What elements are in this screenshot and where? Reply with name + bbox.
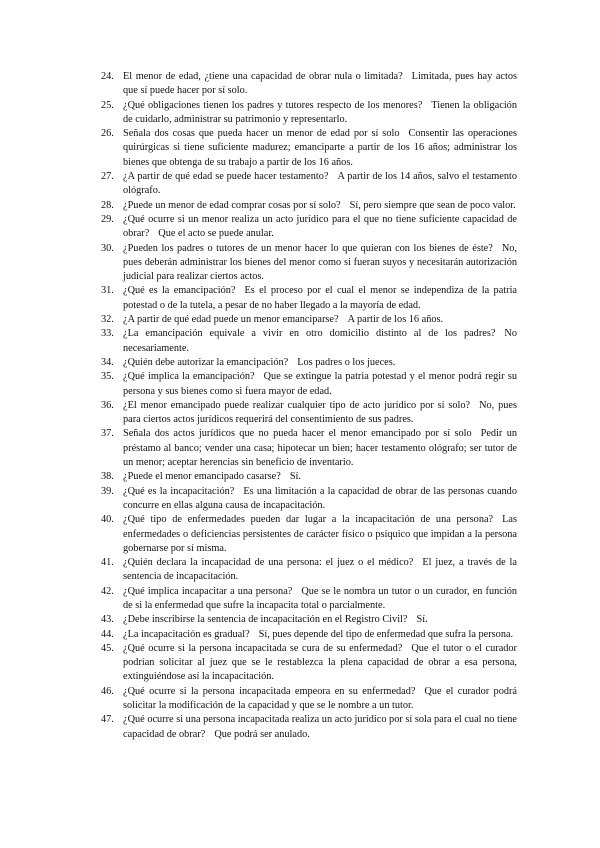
question-text: ¿La emancipación equivale a vivir en otro domicilio distinto al de los padres? <box>123 328 496 340</box>
question-number: 37. <box>101 428 114 440</box>
question-text: ¿Qué ocurre si un menor realiza un acto jurídico para el que no tiene suficiente capacidad de obrar? <box>123 213 517 240</box>
answer-text: Que el curador podrá solicitar la modificación de la capacidad y que se le nombre a un tutor. <box>123 685 517 712</box>
answer-text: No, pues para ciertos actos jurídicos requerirá del consentimiento de sus padres. <box>123 399 517 426</box>
question-item <box>101 556 517 585</box>
question-text: ¿Quién declara la incapacidad de una persona: el juez o el médico? <box>123 557 414 569</box>
question-item <box>101 585 517 614</box>
question-item <box>101 327 517 356</box>
answer-text: Que el tutor o el curador podrían solicitar al juez que se le restablezca la plena capacidad de obrar a esa persona, extinguiéndose así la incapacitación. <box>123 642 517 683</box>
question-number: 44. <box>101 628 114 640</box>
question-text: ¿Qué implica incapacitar a una persona? <box>123 585 293 597</box>
question-item <box>101 170 517 199</box>
question-item <box>101 127 517 170</box>
answer-text: Limitada, pues hay actos que sí puede hacer por sí solo. <box>123 71 517 97</box>
question-text: ¿El menor emancipado puede realizar cualquier tipo de acto jurídico por sí solo? <box>123 399 471 411</box>
question-item <box>101 470 517 484</box>
answer-text: Que se extingue la patria potestad y el menor podrá regir su persona y sus bienes como si fuera mayor de edad. <box>123 371 517 397</box>
answer-text: Sí. <box>416 614 428 626</box>
answer-text: No necesariamente. <box>123 328 517 354</box>
question-text: ¿Qué ocurre si la persona incapacitada empeora en su enfermedad? <box>123 685 416 697</box>
question-text: ¿Pueden los padres o tutores de un menor hacer lo que quieran con los bienes de éste? <box>123 242 493 254</box>
question-text: ¿Qué es la incapacitación? <box>123 485 235 497</box>
question-answer-list <box>101 70 517 742</box>
answer-text: Consentir las operaciones quirúrgicas si tiene suficiente madurez; emanciparte a partir de los 16 años; administrar los bienes que obtenga de su trabajo a partir de los 16 años. <box>123 128 517 168</box>
question-number: 27. <box>101 171 114 183</box>
question-item <box>101 284 517 313</box>
question-item <box>101 628 517 642</box>
question-number: 25. <box>101 99 114 111</box>
answer-text: A partir de los 16 años. <box>347 314 444 326</box>
question-number: 30. <box>101 242 114 254</box>
question-number: 34. <box>101 356 114 368</box>
question-number: 29. <box>101 213 114 225</box>
question-number: 42. <box>101 585 114 597</box>
question-number: 46. <box>101 685 114 697</box>
question-item <box>101 242 517 285</box>
answer-text: Tienen la obligación de cuidarlo, administrar su patrimonio y representarlo. <box>123 99 517 125</box>
answer-text: Sí. <box>289 471 301 483</box>
question-number: 26. <box>101 128 114 140</box>
question-text: ¿A partir de qué edad puede un menor emanciparse? <box>123 314 339 326</box>
question-number: 32. <box>101 314 114 326</box>
question-text: ¿Qué tipo de enfermedades pueden dar lugar a la incapacitación de una persona? <box>123 514 494 526</box>
question-item <box>101 70 517 99</box>
question-text: ¿Qué obligaciones tienen los padres y tutores respecto de los menores? <box>123 99 423 111</box>
question-number: 35. <box>101 371 114 383</box>
question-number: 28. <box>101 199 114 211</box>
answer-text: Que se le nombra un tutor o un curador, en función de si la enfermedad que sufre la incapacita total o parcialmente. <box>123 585 518 611</box>
question-text: ¿Puede el menor emancipado casarse? <box>123 471 281 483</box>
question-number: 38. <box>101 471 114 483</box>
question-item <box>101 199 517 213</box>
question-item <box>101 613 517 627</box>
question-number: 24. <box>101 71 114 82</box>
answer-text: Que podrá ser anulado. <box>214 728 310 740</box>
question-number: 33. <box>101 328 114 340</box>
answer-text: Es el proceso por el cual el menor se independiza de la patria potestad o de la tutela, a pesar de no haber llegado a la mayoría de edad. <box>123 285 517 311</box>
answer-text: El juez, a través de la sentencia de incapacitación. <box>123 557 517 583</box>
question-item <box>101 713 517 742</box>
answer-text: Pedir un préstamo al banco; vender una casa; hipotecar un bien; hacer testamento ológrafo; ser tutor de un menor; aceptar herencias sin beneficio de inventario. <box>123 428 517 469</box>
question-number: 31. <box>101 285 114 297</box>
question-text: ¿Qué ocurre si una persona incapacitada realiza un acto jurídico por sí sola para el cual no tiene capacidad de obrar? <box>123 714 517 740</box>
question-text: ¿Qué es la emancipación? <box>123 285 236 297</box>
question-item <box>101 513 517 556</box>
question-text: ¿Debe inscribirse la sentencia de incapacitación en el Registro Civil? <box>123 614 408 626</box>
question-item <box>101 313 517 327</box>
question-text: ¿Qué implica la emancipación? <box>123 371 255 383</box>
answer-text: No, pues deberán administrar los bienes del menor como si fueran suyos y necesitarán autorización judicial para realizar ciertos actos. <box>123 242 517 283</box>
question-text: El menor de edad, ¿tiene una capacidad de obrar nula o limitada? <box>123 71 403 82</box>
question-item <box>101 356 517 370</box>
answer-text: Que el acto se puede anular. <box>158 228 274 240</box>
question-item <box>101 427 517 470</box>
question-number: 39. <box>101 485 114 497</box>
answer-text: A partir de los 14 años, salvo el testamento ológrafo. <box>123 171 517 197</box>
question-item <box>101 485 517 514</box>
question-item <box>101 685 517 714</box>
question-text: ¿Puede un menor de edad comprar cosas por sí solo? <box>123 199 341 211</box>
question-number: 43. <box>101 614 114 626</box>
question-text: ¿A partir de qué edad se puede hacer testamento? <box>123 171 329 183</box>
question-item <box>101 370 517 399</box>
question-text: ¿Quién debe autorizar la emancipación? <box>123 356 289 368</box>
question-item <box>101 213 517 242</box>
question-item <box>101 399 517 428</box>
question-number: 36. <box>101 399 114 411</box>
answer-text: Los padres o los jueces. <box>297 356 396 368</box>
answer-text: Sí, pues depende del tipo de enfermedad que sufra la persona. <box>258 628 514 640</box>
question-number: 47. <box>101 714 114 726</box>
answer-text: Es una limitación a la capacidad de obrar de las personas cuando concurre en ellas alguna causa de incapacitación. <box>123 485 517 511</box>
question-text: ¿La incapacitación es gradual? <box>123 628 250 640</box>
question-item <box>101 642 517 685</box>
answer-text: Las enfermedades o deficiencias persistentes de carácter físico o psíquico que impidan a la persona gobernarse por sí misma. <box>123 514 517 554</box>
question-number: 41. <box>101 557 114 569</box>
question-number: 45. <box>101 642 114 654</box>
answer-text: Sí, pero siempre que sean de poco valor. <box>349 199 516 211</box>
question-number: 40. <box>101 514 114 526</box>
question-text: Señala dos cosas que pueda hacer un menor de edad por sí solo <box>123 128 400 140</box>
question-text: ¿Qué ocurre si la persona incapacitada se cura de su enfermedad? <box>123 642 403 654</box>
question-text: Señala dos actos jurídicos que no pueda hacer el menor emancipado por sí solo <box>123 428 472 440</box>
question-item <box>101 99 517 128</box>
